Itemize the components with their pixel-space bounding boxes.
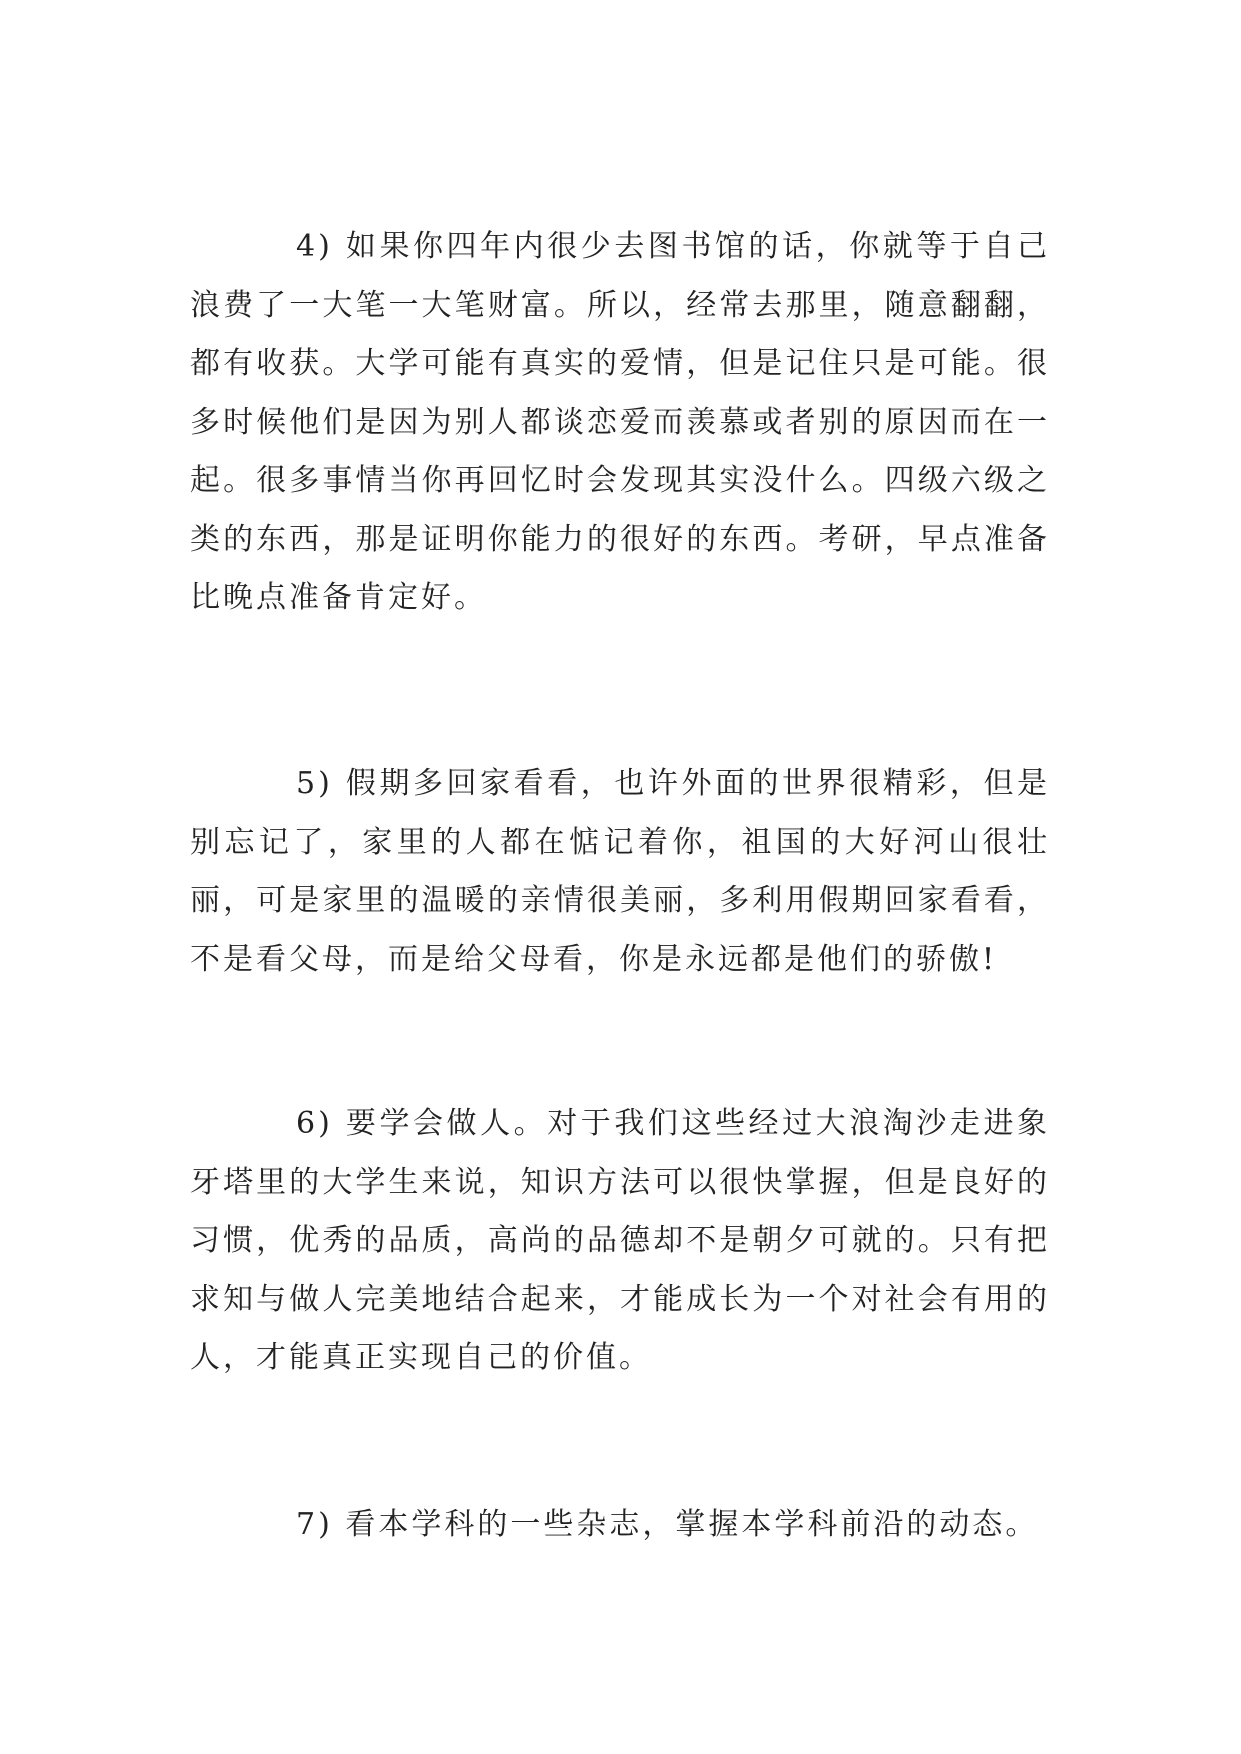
paragraph-6: 6) 要学会做人。对于我们这些经过大浪淘沙走进象牙塔里的大学生来说，知识方法可以很快掌握，但是良好的习惯，优秀的品质，高尚的品德却不是朝夕可就的。只有把求知与做人完美地结合起来，才能成长为一个对社会有用的人，才能真正实现自己的价值。 bbox=[190, 1106, 1050, 1375]
paragraph-4: 4) 如果你四年内很少去图书馆的话，你就等于自己浪费了一大笔一大笔财富。所以，经常去那里，随意翻翻，都有收获。大学可能有真实的爱情，但是记住只是可能。很多时候他们是因为别人都谈恋爱而羡慕或者别的原因而在一起。很多事情当你再回忆时会发现其实没什么。四级六级之类的东西，那是证明你能力的很好的东西。考研，早点准备比晚点准备肯定好。 bbox=[190, 229, 1050, 615]
paragraph-7: 7) 看本学科的一些杂志，掌握本学科前沿的动态。 bbox=[296, 1507, 1039, 1542]
paragraph-5: 5) 假期多回家看看，也许外面的世界很精彩，但是别忘记了，家里的人都在惦记着你，祖国的大好河山很壮丽，可是家里的温暖的亲情很美丽，多利用假期回家看看，不是看父母，而是给父母看，你是永远都是他们的骄傲! bbox=[190, 766, 1050, 977]
